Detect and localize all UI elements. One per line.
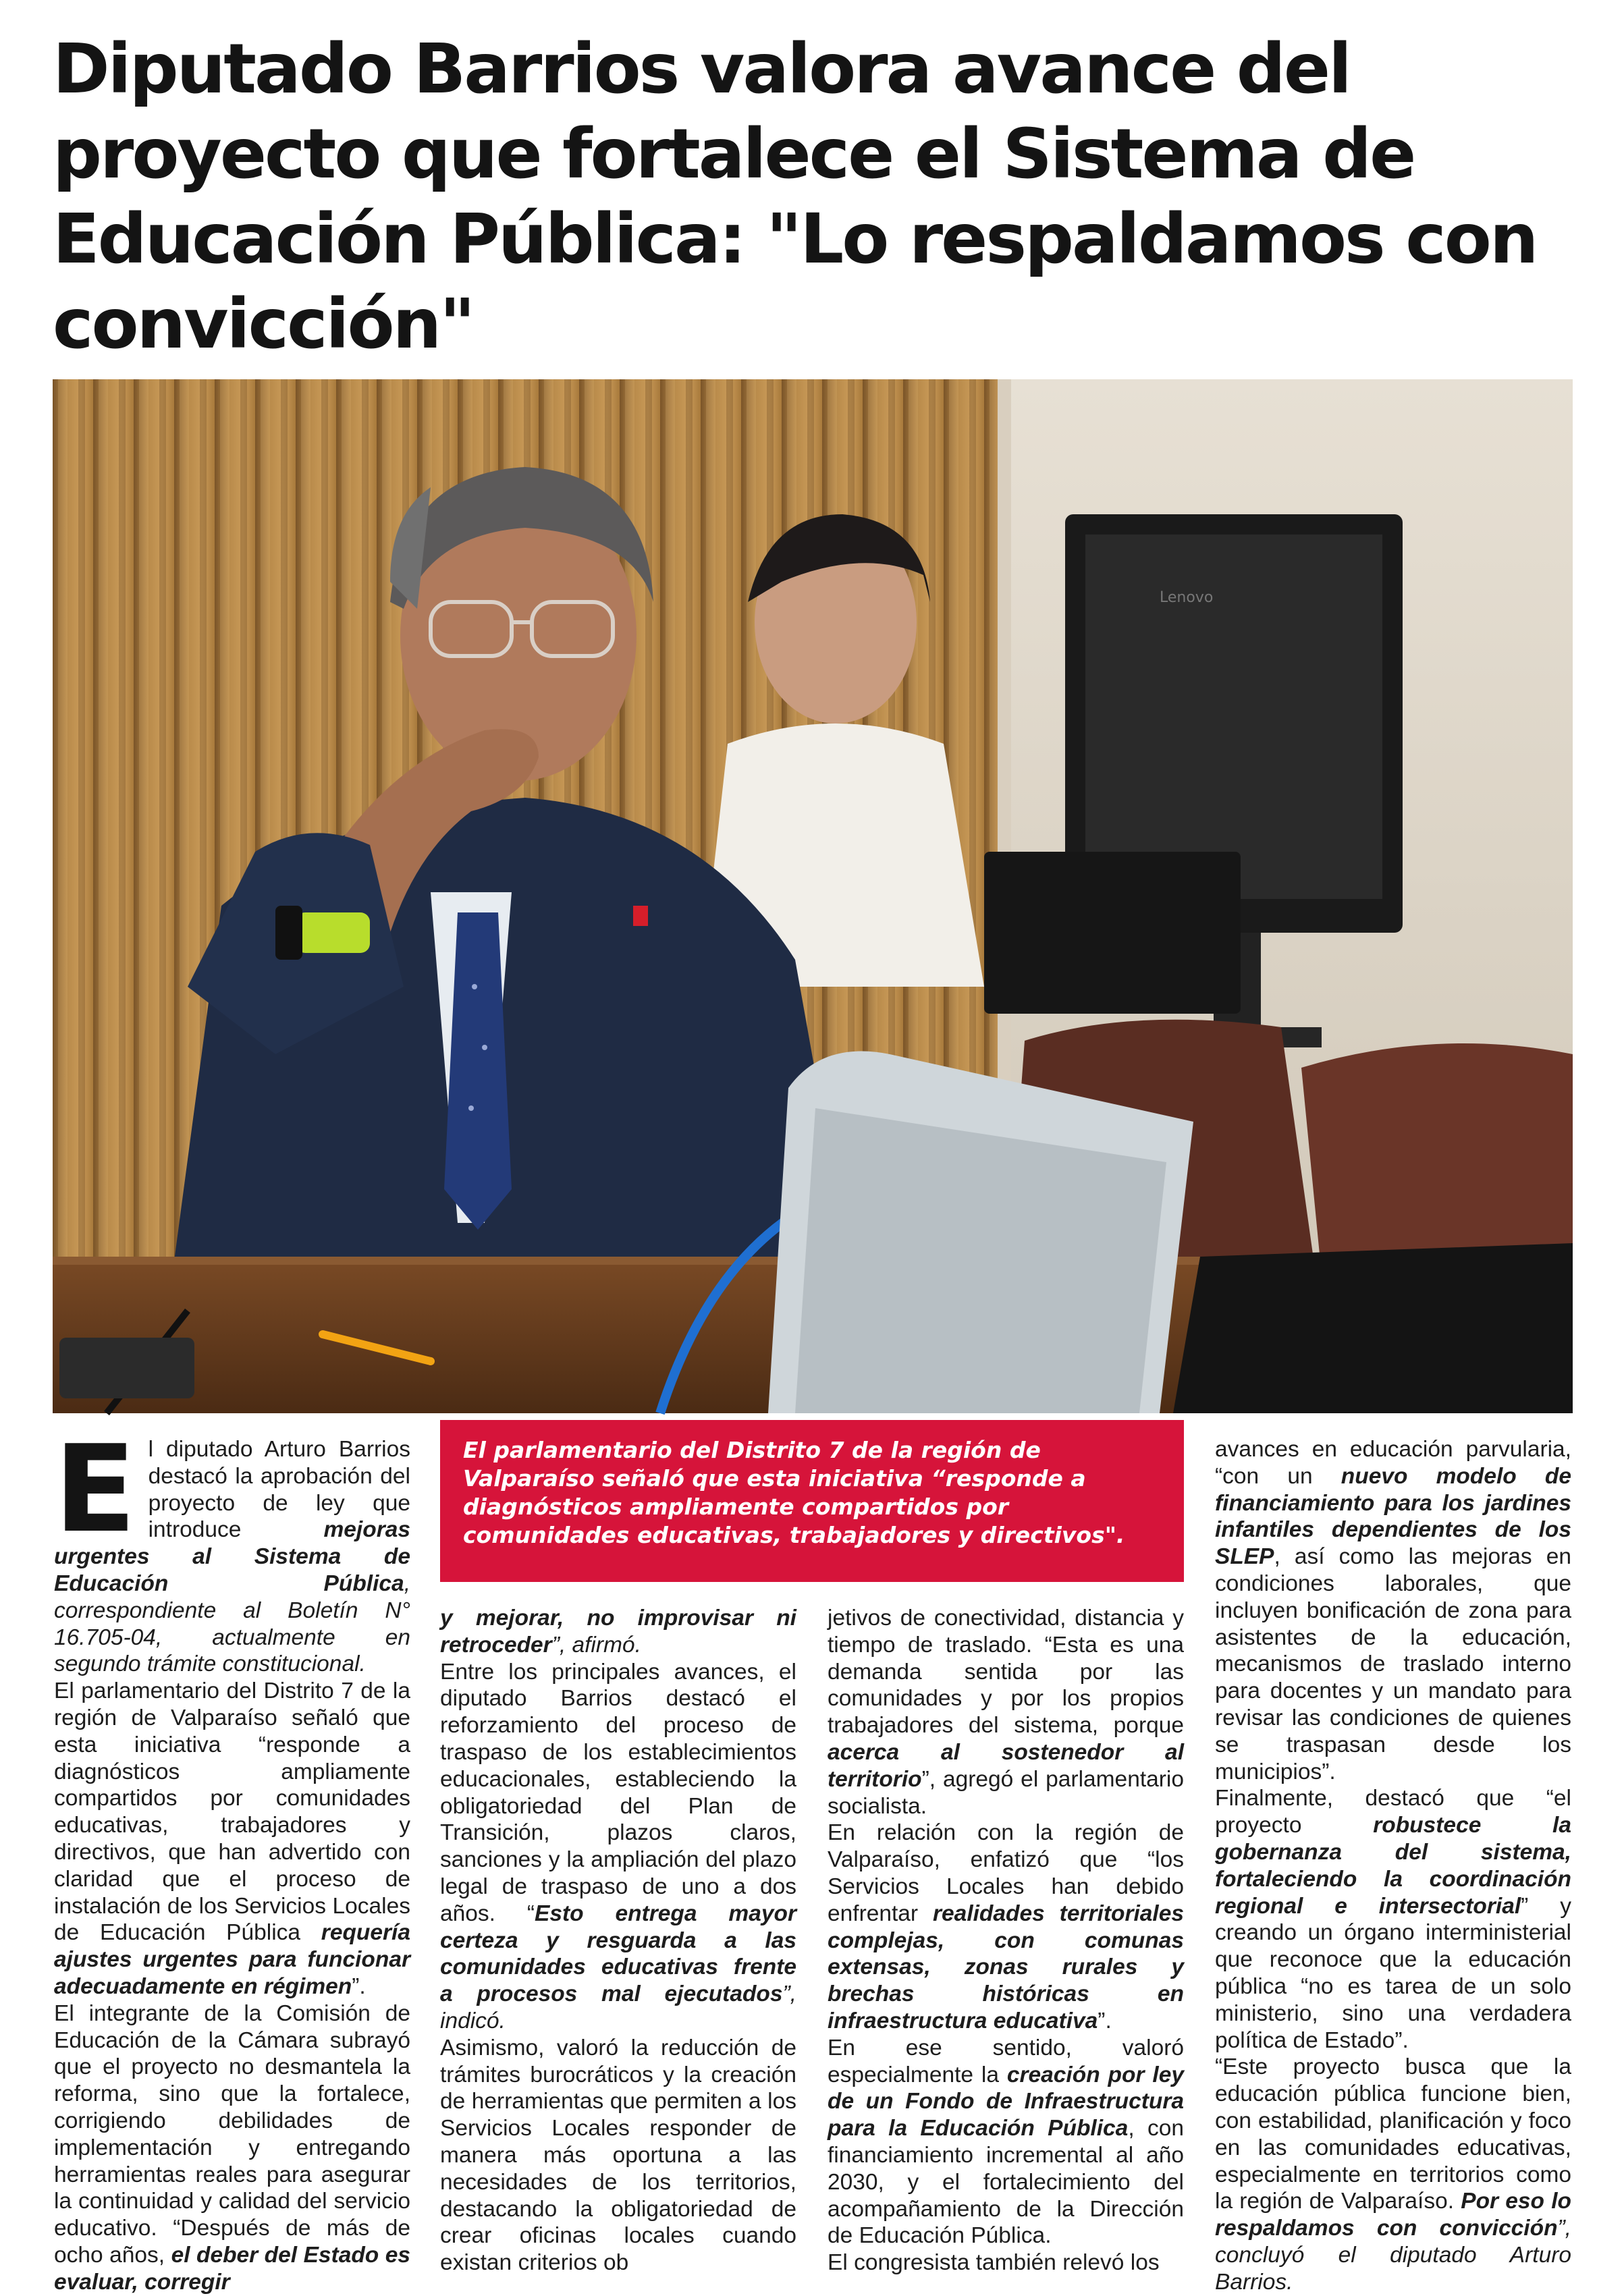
text: jetivos de conectividad, distancia y tiempo de traslado. “Esta es una demanda sentida por las comunidades y por los propios trabajadores del sistema, porque	[828, 1606, 1184, 1739]
paragraph	[440, 2035, 796, 2276]
text: l diputado Arturo Barrios destacó la aprobación del proyecto de ley que introduce	[148, 1437, 410, 1543]
article-column-3	[828, 1605, 1185, 2276]
text: ”, afirmó.	[551, 1632, 641, 1658]
text: , así como las mejoras en condiciones laborales, que incluyen bonificación de zona para asistentes de la educación, mecanismos de traslado interno para docentes y un mandato para revisar las condiciones de quienes se traspasan desde los municipios”.	[1215, 1544, 1571, 1784]
emphasis: realidades territoriales complejas, con comunas extensas, zonas rurales y brechas históricas en infraestructura educativa	[828, 1901, 1185, 2033]
pull-quote: El parlamentario del Distrito 7 de la región de Valparaíso señaló que esta iniciativa “responde a diagnósticos ampliamente compartidos por comunidades educativas, trabajadores y directivos".	[440, 1420, 1184, 1582]
text: Finalmente, destacó que “el proyecto	[1215, 1786, 1571, 1838]
paragraph	[828, 1820, 1184, 2034]
text: El parlamentario del Distrito 7 de la región de Valparaíso señaló que esta iniciativa “responde a diagnósticos ampliamente compartidos por comunidades educativas, trabajadores y directivos, que han advertido con claridad que el proceso de instalación de los Servicios Locales de Educación Pública	[54, 1678, 410, 1946]
article-column-4	[1215, 1436, 1571, 2295]
article-photo	[53, 379, 1573, 1413]
emphasis: mejoras urgentes al Sistema de Educación Pública	[54, 1517, 410, 1596]
drop-cap: E	[54, 1419, 136, 1559]
text: ”, agregó el parlamentario socialista.	[828, 1766, 1184, 1819]
text: Asimismo, valoró la reducción de trámites burocráticos y la creación de herramientas que permiten a los Servicios Locales responder de manera más oportuna a las necesidades de los territorios, destacando la obligatoriedad de crear oficinas locales cuando existan criterios ob	[440, 2035, 796, 2276]
emphasis: nuevo modelo de financiamiento para los jardines infantiles dependientes de los SLEP	[1215, 1463, 1571, 1570]
text: , con financiamiento incremental al año 2030, y el fortalecimiento del acompañamiento de la Dirección de Educación Pública.	[828, 2116, 1184, 2249]
paragraph	[54, 2000, 410, 2296]
photo-illustration	[53, 379, 1573, 1413]
emphasis: creación por ley de un Fondo de Infraestructura para la Educación Pública	[828, 2062, 1184, 2141]
text: , correspondiente al Boletín N° 16.705-04, actualmente en segundo trámite constitucional.	[54, 1570, 410, 1677]
emphasis: robustece la gobernanza del sistema, fortaleciendo la coordinación regional e intersectorial	[1215, 1813, 1571, 1919]
emphasis: requería ajustes urgentes para funcionar adecuadamente en régimen	[54, 1920, 410, 1999]
article-column-1	[54, 1419, 410, 2295]
text: En relación con la región de Valparaíso, enfatizó que “los Servicios Locales han debido enfrentar	[828, 1820, 1184, 1926]
monitor-brand: Lenovo	[1160, 589, 1214, 606]
paragraph	[54, 1419, 410, 1678]
paragraph	[54, 1678, 410, 2000]
paragraph	[828, 2035, 1184, 2249]
paragraph	[828, 1605, 1184, 1820]
emphasis: Esto entrega mayor certeza y resguarda a las comunidades educativas frente a procesos mal ejecutados	[440, 1901, 796, 2007]
text: ”.	[352, 1973, 366, 1999]
text: “Este proyecto busca que la educación pública funcione bien, con estabilidad, planificación y foco en las comunidades educativas, especialmente en territorios como la región de Valparaíso.	[1215, 2054, 1571, 2214]
emphasis: y mejorar, no improvisar ni retroceder	[440, 1606, 796, 1658]
headline: Diputado Barrios valora avance del proyecto que fortalece el Sistema de Educación Pública: "Lo respaldamos con convicción"	[53, 29, 1537, 364]
text: ” y creando un órgano interministerial que reconoce que la educación pública “no es tarea de un solo ministerio, sino una verdadera política de Estado”.	[1215, 1893, 1571, 2053]
text: El integrante de la Comisión de Educación de la Cámara subrayó que el proyecto no desmantela la reforma, sino que la fortalece, corrigiendo debilidades de implementación y entregando herramientas reales para asegurar la continuidad y calidad del servicio educativo. “Después de más de ocho años,	[54, 2000, 410, 2268]
text: ”, concluyó el diputado Arturo Barrios.	[1215, 2216, 1571, 2295]
emphasis: Por eso lo respaldamos con convicción	[1215, 2189, 1571, 2241]
paragraph	[828, 2249, 1184, 2276]
emphasis: acerca al sostenedor al territorio	[828, 1739, 1184, 1792]
text: ”, indicó.	[440, 1981, 796, 2033]
text: En ese sentido, valoró especialmente la	[828, 2035, 1184, 2087]
emphasis: el deber del Estado es evaluar, corregir	[54, 2242, 410, 2295]
text: ”.	[1098, 2008, 1112, 2033]
paragraph	[1215, 1436, 1571, 1785]
paragraph	[1215, 2054, 1571, 2295]
text: Entre los principales avances, el diputado Barrios destacó el reforzamiento del proceso de traspaso de los establecimientos educacionales, estableciendo la obligatoriedad del Plan de Transición, plazos claros, sanciones y la ampliación del plazo legal de traspaso de uno a dos años. “	[440, 1659, 796, 1926]
text: El congresista también relevó los	[828, 2250, 1160, 2276]
paragraph	[440, 1659, 796, 2035]
text: avances en educación parvularia, “con un	[1215, 1437, 1571, 1489]
article-column-2	[440, 1605, 796, 2276]
paragraph	[440, 1605, 796, 1659]
paragraph	[1215, 1785, 1571, 2054]
